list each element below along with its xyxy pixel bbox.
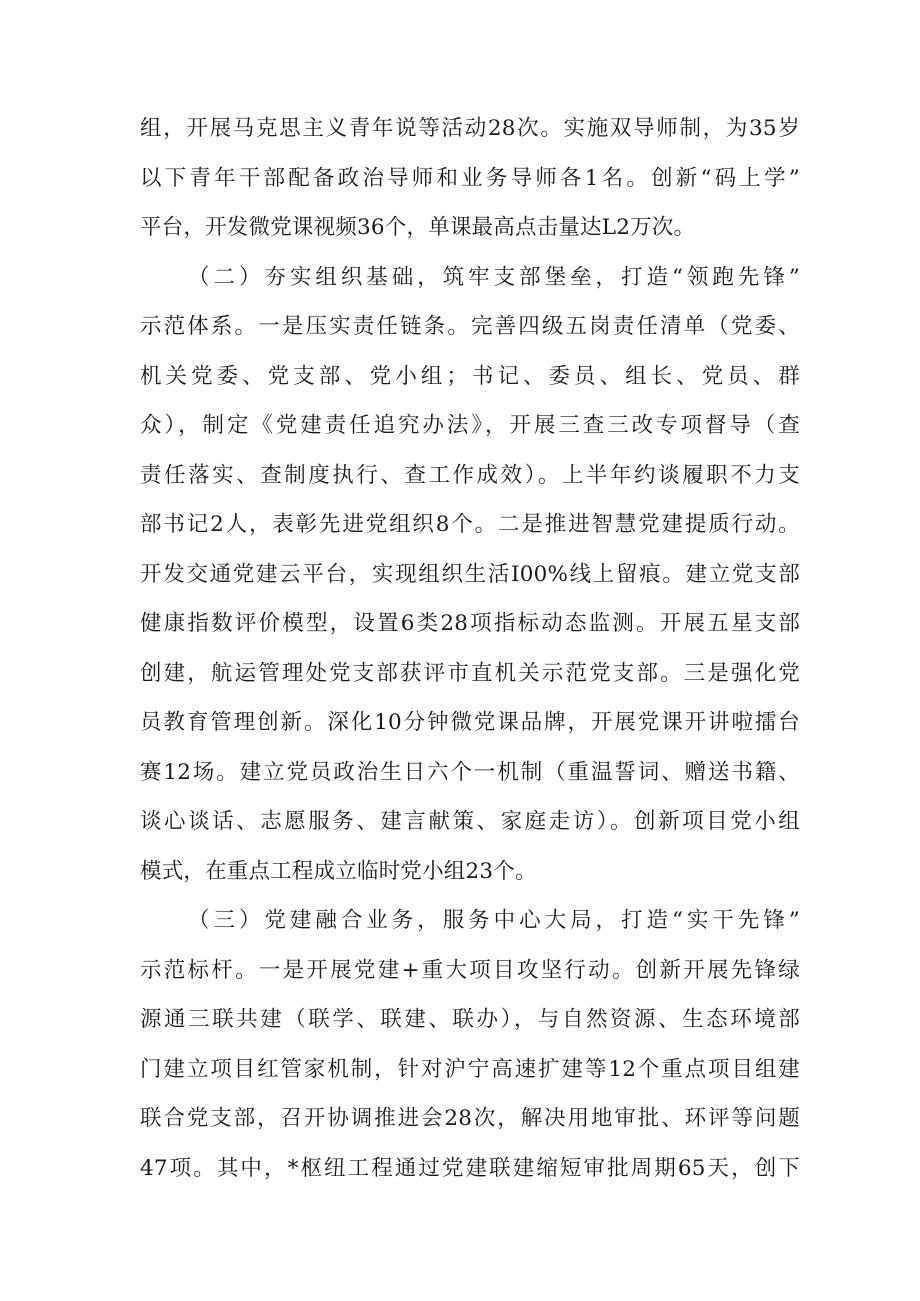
text-line: 以下青年干部配备政治导师和业务导师各1名。创新“码上学” (140, 165, 800, 191)
text-line: 创建，航运管理处党支部获评市直机关示范党支部。三是强化党 (140, 660, 800, 686)
body-text (140, 104, 800, 1193)
text-line: 员教育管理创新。深化10分钟微党课品牌，开展党课开讲啦擂台 (140, 710, 800, 735)
text-line: 部书记2人，表彰先进党组织8个。二是推进智慧党建提质行动。 (140, 512, 800, 537)
text-line: 示范体系。一是压实责任链条。完善四级五岗责任清单（党委、 (140, 314, 800, 339)
text-line: 模式，在重点工程成立临时党小组23个。 (140, 858, 537, 884)
text-line: 平台，开发微党课视频36个，单课最高点击量达L2万次。 (140, 215, 696, 240)
text-line: 示范标杆。一是开展党建+重大项目攻坚行动。创新开展先锋绿 (140, 957, 800, 983)
text-line: 门建立项目红管家机制，针对沪宁高速扩建等12个重点项目组建 (140, 1056, 800, 1082)
section-heading-line: （三）党建融合业务，服务中心大局，打造“实干先锋” (188, 908, 800, 933)
section-heading-line: （二）夯实组织基础，筑牢支部堡垒，打造“领跑先锋” (188, 264, 800, 290)
text-line: 47项。其中，*枢纽工程通过党建联建缩短审批周期65天，创下 (140, 1155, 800, 1181)
text-line: 联合党支部，召开协调推进会28次，解决用地审批、环评等问题 (140, 1106, 800, 1131)
text-line: 责任落实、查制度执行、查工作成效）。上半年约谈履职不力支 (140, 462, 800, 488)
text-line: 机关党委、党支部、党小组；书记、委员、组长、党员、群 (140, 363, 800, 389)
text-line: 组，开展马克思主义青年说等活动28次。实施双导师制，为35岁 (140, 116, 800, 141)
text-line: 健康指数评价模型，设置6类28项指标动态监测。开展五星支部 (140, 611, 800, 636)
text-line: 谈心谈话、志愿服务、建言献策、家庭走访）。创新项目党小组 (140, 809, 800, 834)
text-line: 赛12场。建立党员政治生日六个一机制（重温誓词、赠送书籍、 (140, 759, 800, 785)
text-line: 众），制定《党建责任追究办法》，开展三查三改专项督导（查 (140, 413, 800, 438)
text-line: 开发交通党建云平台，实现组织生活I00%线上留痕。建立党支部 (140, 561, 800, 587)
text-line: 源通三联共建（联学、联建、联办），与自然资源、生态环境部 (140, 1007, 800, 1032)
